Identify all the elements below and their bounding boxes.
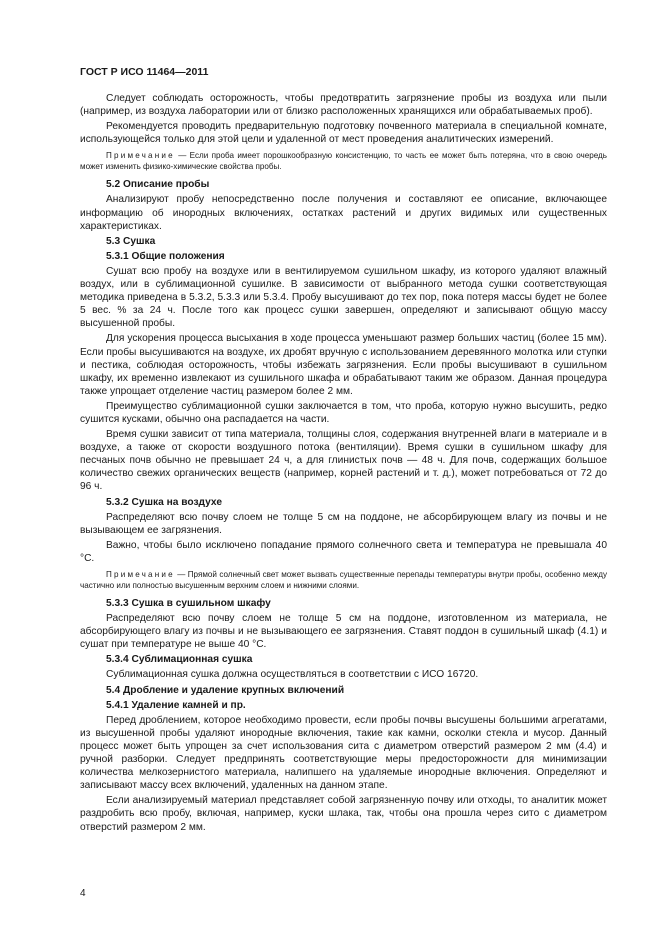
note xyxy=(80,150,607,172)
paragraph: Время сушки зависит от типа материала, толщины слоя, содержания внутренней влаги в материале и в воздухе, а также от скорости воздушного потока (вентиляции). Время сушки в сушильном шкафу для песчаных почв обычно не превышает 24 ч, а для глинистых почв — 48 ч. Для почв, содержащих большое количество свежих органических веществ (например, корней растений и т. д.), может потребоваться от 72 до 96 ч. xyxy=(80,429,607,493)
section-heading: 5.3.4 Сублимационная сушка xyxy=(106,654,253,666)
section-heading: 5.3.2 Сушка на воздухе xyxy=(106,496,222,508)
section-heading: 5.3.1 Общие положения xyxy=(106,250,225,262)
note-label: Примечание xyxy=(106,570,175,579)
note-text: — Прямой солнечный свет может вызвать существенные перепады температуры внутри пробы, особенно между частично или полностью высушенным верхним слоем и нижними слоями. xyxy=(80,570,607,590)
paragraph: Для ускорения процесса высыхания в ходе процесса уменьшают размер больших частиц (более 15 мм). Если пробы высушиваются на воздухе, их дробят вручную с использованием деревянного молотка или ступки и пестика, соблюдая осторожность, чтобы избежать загрязнения. Если пробы высушивают в сушильном шкафу, их временно извлекают из сушильного шкафа и обрабатывают таким же образом. Данная процедура также упрощает отделение частиц размером более 2 мм. xyxy=(80,333,607,397)
document-body xyxy=(80,92,607,836)
note-text: — Если проба имеет порошкообразную консистенцию, то часть ее может быть потеряна, что в свою очередь может изменить физико-химические свойства пробы. xyxy=(80,151,607,172)
paragraph: Преимущество сублимационной сушки заключается в том, что проба, которую нужно высушить, редко сушится кусками, обычно она распадается на части. xyxy=(80,400,607,425)
paragraph: Распределяют всю почву слоем не толще 5 см на поддоне, изготовленном из материала, не абсорбирующего влагу из почвы и не вызывающего ее загрязнения. Ставят поддон в сушильный шкаф (4.1) и сушат при температуре не выше 40 °С. xyxy=(80,613,607,651)
section-heading: 5.4.1 Удаление камней и пр. xyxy=(106,699,246,711)
paragraph: Сублимационная сушка должна осуществляться в соответствии с ИСО 16720. xyxy=(106,669,479,681)
paragraph: Перед дроблением, которое необходимо провести, если пробы почвы высушены большими агрегатами, из высушенной пробы удаляют инородные включения, такие как камни, осколки стекла и мусор. Данный процесс может быть упрощен за счет использования сита с диаметром отверстий размером 2 мм (4.4) и ручной разборки. Следует предпринять соответствующие меры предосторожности для минимизации количества мелкозернистого материала, налипшего на удаляемые инородные включения. Определяют и записывают массу всех включений, удаленных на данном этапе. xyxy=(80,714,607,792)
paragraph: Рекомендуется проводить предварительную подготовку почвенного материала в специальной комнате, использующейся только для этой цели и удаленной от мест проведения аналитических измерений. xyxy=(80,121,607,146)
paragraph: Распределяют всю почву слоем не толще 5 см на поддоне, не абсорбирующем влагу из почвы и не вызывающем ее загрязнения. xyxy=(80,511,607,536)
paragraph: Анализируют пробу непосредственно после получения и составляют ее описание, включающее информацию об инородных включениях, остатках растений и других видимых или существенных характеристиках. xyxy=(80,194,607,232)
section-heading: 5.4 Дробление и удаление крупных включений xyxy=(106,684,345,696)
paragraph: Важно, чтобы было исключено попадание прямого солнечного света и температура не превышала 40 °С. xyxy=(80,539,607,564)
note xyxy=(80,569,607,591)
document-header: ГОСТ Р ИСО 11464—2011 xyxy=(80,66,209,78)
paragraph: Если анализируемый материал представляет собой загрязненную почву или отходы, то аналитик может раздробить всю пробу, включая, например, куски шлака, так, чтобы она прошла через сито с диаметром отверстий размером 2 мм. xyxy=(80,795,607,833)
paragraph: Сушат всю пробу на воздухе или в вентилируемом сушильном шкафу, из которого удаляют влажный воздух, или в сублимационной сушилке. В зависимости от выбранного метода сушки соответствующая методика приведена в 5.3.2, 5.3.3 или 5.3.4. Пробу высушивают до тех пор, пока потеря массы будет не более 5 вес. % за 24 ч. После того как процесс сушки завершен, определяют и записывают общую массу высушенной пробы. xyxy=(80,265,607,330)
note-label: Примечание xyxy=(106,151,175,161)
section-heading: 5.3 Сушка xyxy=(106,235,156,247)
section-heading: 5.2 Описание пробы xyxy=(106,179,210,191)
paragraph: Следует соблюдать осторожность, чтобы предотвратить загрязнение пробы из воздуха или пыли (например, из воздуха лаборатории или от близко расположенных хранящихся или обрабатываемых проб). xyxy=(80,93,607,118)
page-number: 4 xyxy=(80,888,86,899)
section-heading: 5.3.3 Сушка в сушильном шкафу xyxy=(106,598,271,609)
